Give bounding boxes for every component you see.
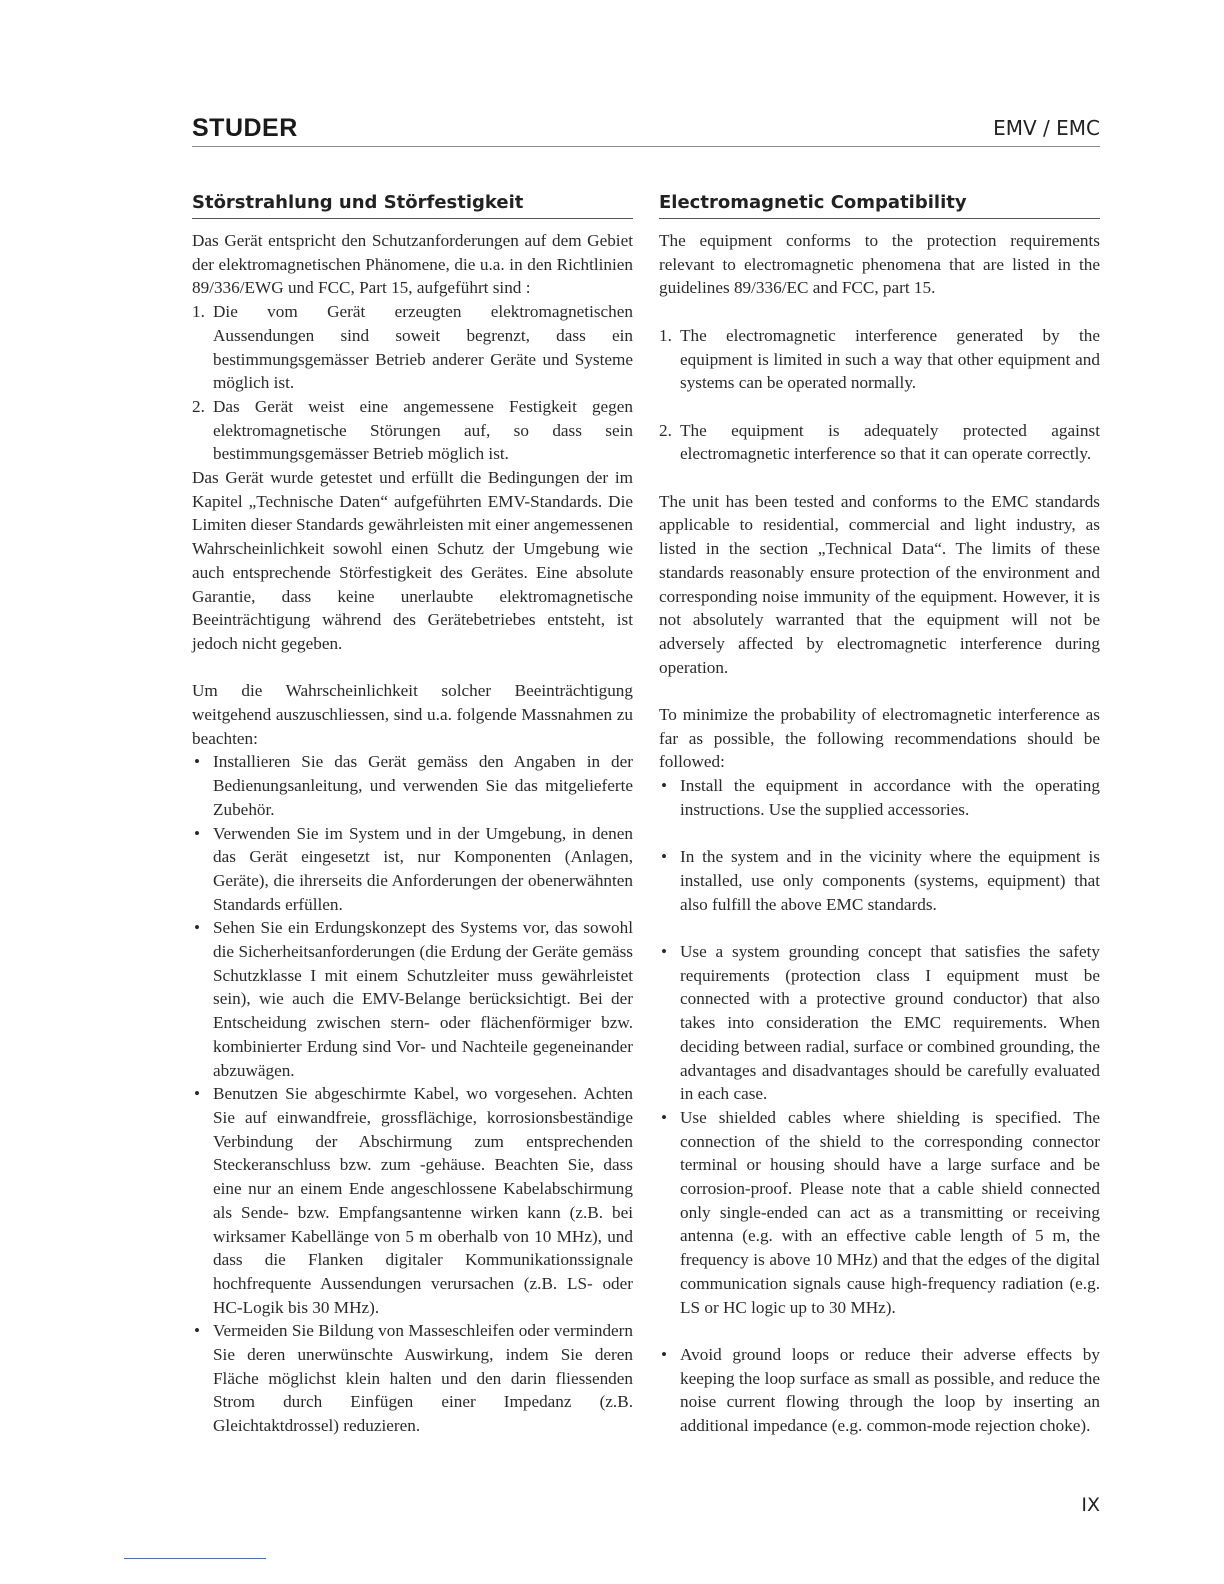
german-intro: Das Gerät entspricht den Schutzanforderungen auf dem Gebiet der elektromagnetischen Phänomene, die u.a. in den Richtlinien 89/336/EWG und FCC, Part 15, aufgeführt sind : bbox=[192, 231, 633, 298]
german-bullet-item bbox=[192, 916, 633, 1082]
bullet-icon: • bbox=[661, 1107, 668, 1127]
bullet-icon: • bbox=[194, 823, 201, 843]
bullet-icon: • bbox=[194, 1084, 201, 1104]
german-bullet-item bbox=[192, 1082, 633, 1319]
german-column bbox=[192, 192, 633, 1438]
bullet-text: Vermeiden Sie Bildung von Masseschleifen oder vermindern Sie deren unerwünschte Auswirkung, indem Sie deren Fläche möglichst klein halten und den darin fliessenden Strom durch Einfügen einer Impedanz (z.B. Gleichtaktdrossel) reduzieren. bbox=[213, 1321, 633, 1436]
spacer bbox=[659, 1319, 1100, 1343]
page-number: IX bbox=[1081, 1494, 1100, 1516]
german-bullet-item bbox=[192, 822, 633, 917]
section-label: EMV / EMC bbox=[993, 116, 1100, 140]
spacer bbox=[192, 656, 633, 680]
english-measures-intro: To minimize the probability of electromagnetic interference as far as possible, the following recommendations should be followed: bbox=[659, 705, 1100, 772]
english-intro: The equipment conforms to the protection requirements relevant to electromagnetic phenomena that are listed in the guidelines 89/336/EC and FCC, part 15. bbox=[659, 231, 1100, 298]
footer-rule bbox=[124, 1558, 266, 1559]
bullet-text: Install the equipment in accordance with the operating instructions. Use the supplied accessories. bbox=[680, 776, 1100, 819]
spacer bbox=[659, 916, 1100, 940]
bullet-text: Use a system grounding concept that satisfies the safety requirements (protection class I equipment must be connected with a protective ground conductor) that also takes into consideration the EMC requirements. When deciding between radial, surface or combined grounding, the advantages and disadvantages should be carefully evaluated in each case. bbox=[680, 942, 1100, 1104]
bullet-icon: • bbox=[194, 918, 201, 938]
list-number: 1. bbox=[192, 302, 205, 322]
list-text: Die vom Gerät erzeugten elektromagnetischen Aussendungen sind soweit begrenzt, dass ein bestimmungsgemässer Betrieb anderer Geräte und Systeme möglich ist. bbox=[213, 302, 633, 393]
english-heading: Electromagnetic Compatibility bbox=[659, 192, 1100, 219]
german-numbered-item bbox=[192, 300, 633, 395]
bullet-text: Benutzen Sie abgeschirmte Kabel, wo vorgesehen. Achten Sie auf einwandfreie, grossflächige, korrosionsbeständige Verbindung der Abschirmung zum entsprechenden Steckeranschluss bzw. zum -gehäuse. Beachten Sie, dass eine nur an einem Ende angeschlossene Kabelabschirmung als Sende- bzw. Empfangsantenne wirken kann (z.B. bei wirksamer Kabellänge von 5 m oberhalb von 10 MHz), und dass die Flanken digitaler Kommunikationssignale hochfrequente Aussendungen verursachen (z.B. LS- oder HC-Logik bis 30 MHz). bbox=[213, 1084, 633, 1317]
german-measures-intro: Um die Wahrscheinlichkeit solcher Beeinträchtigung weitgehend auszuschliessen, sind u.a. folgende Massnahmen zu beachten: bbox=[192, 681, 633, 748]
list-text: The equipment is adequately protected against electromagnetic interference so that it can operate correctly. bbox=[680, 420, 1100, 464]
english-numbered-item bbox=[659, 419, 1100, 466]
spacer bbox=[659, 822, 1100, 846]
page-header bbox=[192, 110, 1100, 147]
list-text: The electromagnetic interference generated by the equipment is limited in such a way that other equipment and systems can be operated normally. bbox=[680, 325, 1100, 393]
english-bullet-item bbox=[659, 845, 1100, 916]
english-bullet-item bbox=[659, 1343, 1100, 1438]
bullet-icon: • bbox=[194, 1321, 201, 1341]
bullet-text: Sehen Sie ein Erdungskonzept des Systems vor, das sowohl die Sicherheitsanforderungen (die Erdung der Geräte gemäss Schutzklasse I mit einem Schutzleiter muss gewährleistet sein), wie auch die EMV-Belange berücksichtigt. Bei der Entscheidung zwischen stern- oder flächenförmiger bzw. kombinierter Erdung sind Vor- und Nachteile gegeneinander abzuwägen. bbox=[213, 918, 633, 1080]
spacer bbox=[659, 679, 1100, 703]
bullet-text: Use shielded cables where shielding is specified. The connection of the shield to the corresponding connector terminal or housing should have a large surface and be corrosion-proof. Please note that a cable shield connected only single-ended can act as a transmitting or receiving antenna (e.g. with an effective cable length of 5 m, the frequency is above 10 MHz) and that the edges of the digital communication signals cause high-frequency radiation (e.g. LS or HC logic up to 30 MHz). bbox=[680, 1107, 1100, 1317]
bullet-icon: • bbox=[661, 942, 668, 961]
english-bullet-item bbox=[659, 774, 1100, 821]
german-bullet-item bbox=[192, 750, 633, 821]
studer-logo: STUDER bbox=[192, 114, 298, 142]
english-numbered-item bbox=[659, 324, 1100, 395]
bullet-icon: • bbox=[661, 847, 668, 867]
german-heading: Störstrahlung und Störfestigkeit bbox=[192, 192, 633, 219]
spacer bbox=[659, 300, 1100, 324]
bullet-text: Verwenden Sie im System und in der Umgebung, in denen das Gerät eingesetzt ist, nur Komponenten (Anlagen, Geräte), die ihrerseits die Anforderungen der obenerwähnten Standards erfüllen. bbox=[213, 823, 633, 914]
bullet-icon: • bbox=[194, 752, 201, 772]
german-numbered-item bbox=[192, 395, 633, 466]
english-column bbox=[659, 192, 1100, 1438]
bullet-text: Avoid ground loops or reduce their adverse effects by keeping the loop surface as small as possible, and reduce the noise current flowing through the loop by inserting an additional impedance (e.g. common-mode rejection choke). bbox=[680, 1344, 1100, 1436]
english-bullet-item bbox=[659, 940, 1100, 1106]
list-number: 2. bbox=[659, 420, 672, 440]
list-text: Das Gerät weist eine angemessene Festigkeit gegen elektromagnetische Störungen auf, so dass sein bestimmungsgemässer Betrieb möglich ist. bbox=[213, 396, 633, 464]
list-number: 1. bbox=[659, 325, 672, 345]
bullet-text: In the system and in the vicinity where the equipment is installed, use only components (systems, equipment) that also fulfill the above EMC standards. bbox=[680, 847, 1100, 914]
spacer bbox=[659, 466, 1100, 490]
list-number: 2. bbox=[192, 396, 205, 416]
spacer bbox=[659, 395, 1100, 419]
german-tested-paragraph: Das Gerät wurde getestet und erfüllt die Bedingungen der im Kapitel „Technische Daten“ aufgeführten EMV-Standards. Die Limiten dieser Standards gewährleisten mit einer angemessenen Wahrscheinlichkeit sowohl einen Schutz der Umgebung wie auch entsprechende Störfestigkeit des Gerätes. Eine absolute Garantie, dass keine unerlaubte elektromagnetische Beeinträchtigung während des Gerätebetriebes entsteht, ist jedoch nicht gegeben. bbox=[192, 468, 634, 653]
english-bullet-item bbox=[659, 1106, 1100, 1319]
bullet-icon: • bbox=[661, 776, 668, 796]
english-tested-paragraph: The unit has been tested and conforms to the EMC standards applicable to residential, commercial and light industry, as listed in the section „Technical Data“. The limits of these standards reasonably ensure protection of the environment and corresponding noise immunity of the equipment. However, it is not absolutely warranted that the equipment will not be adversely affected by electromagnetic interference during operation. bbox=[659, 491, 1100, 677]
bullet-icon: • bbox=[661, 1344, 668, 1364]
bullet-text: Installieren Sie das Gerät gemäss den Angaben in der Bedienungsanleitung, und verwenden Sie das mitgelieferte Zubehör. bbox=[213, 752, 633, 819]
german-bullet-item bbox=[192, 1319, 633, 1438]
